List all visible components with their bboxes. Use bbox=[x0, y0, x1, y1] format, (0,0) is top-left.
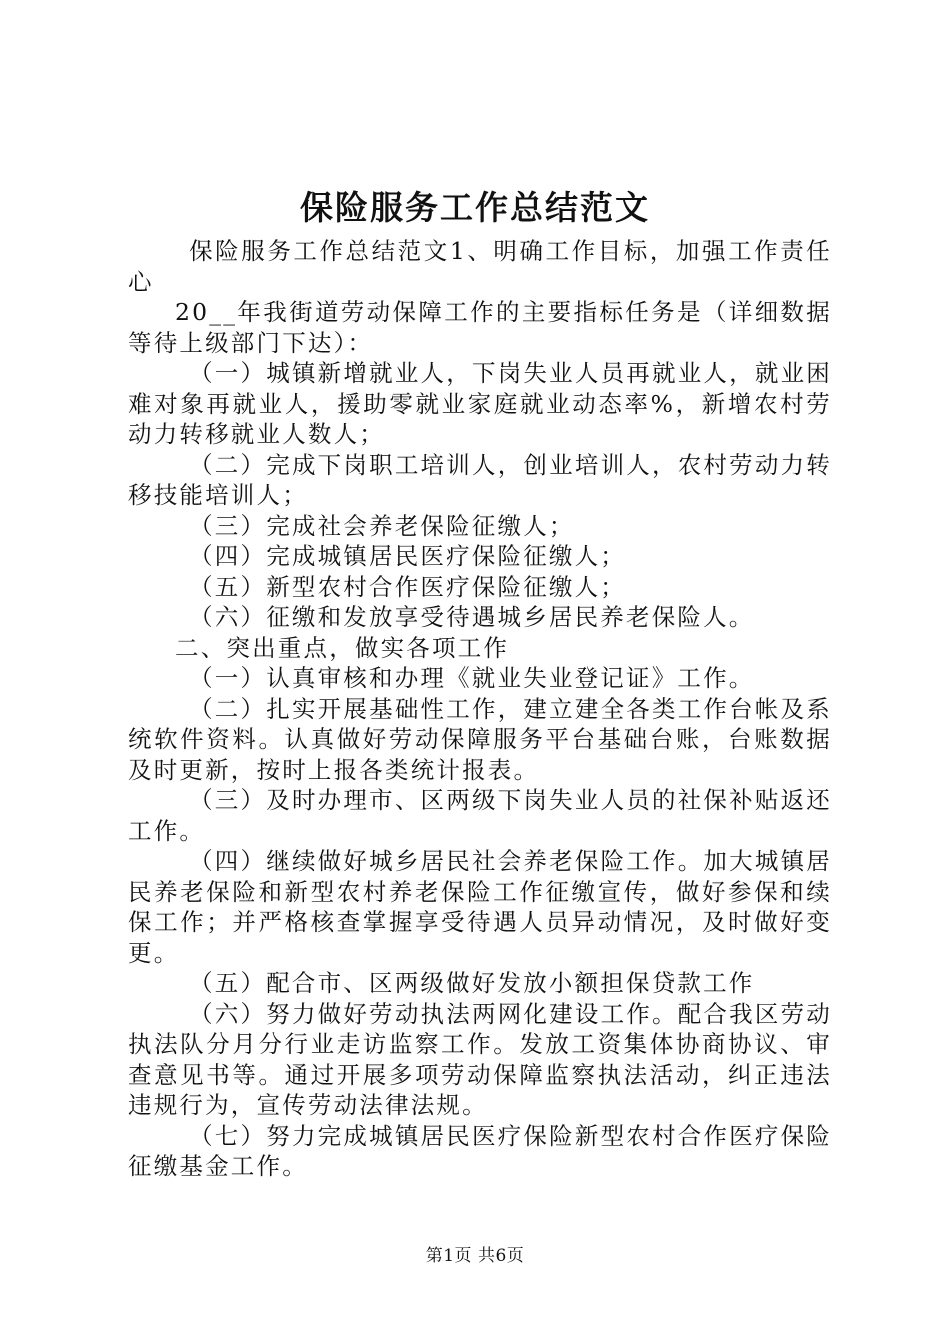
paragraph-work-6: （六）努力做好劳动执法两网化建设工作。配合我区劳动执法队分月分行业走访监察工作。发放工资集体协商协议、审查意见书等。通过开展多项劳动保障监察执法活动，纠正违法违规行为，宣传劳动法律法规。 bbox=[128, 999, 832, 1119]
paragraph-item-2: （二）完成下岗职工培训人，创业培训人，农村劳动力转移技能培训人； bbox=[128, 450, 832, 509]
section-heading-2: 二、突出重点，做实各项工作 bbox=[175, 633, 510, 662]
paragraph-work-5: （五）配合市、区两级做好发放小额担保贷款工作 bbox=[189, 969, 755, 997]
paragraph-item-1: （一）城镇新增就业人，下岗失业人员再就业人，就业困难对象再就业人，援助零就业家庭就业动态率%，新增农村劳动力转移就业人数人； bbox=[128, 359, 832, 448]
paragraph-intro: 保险服务工作总结范文1、明确工作目标，加强工作责任心 bbox=[128, 237, 832, 296]
document-body bbox=[128, 236, 832, 1182]
paragraph-item-6: （六）征缴和发放享受待遇城乡居民养老保险人。 bbox=[189, 603, 755, 631]
paragraph-work-7: （七）努力完成城镇居民医疗保险新型农村合作医疗保险征缴基金工作。 bbox=[128, 1121, 832, 1180]
paragraph-item-4: （四）完成城镇居民医疗保险征缴人； bbox=[189, 542, 626, 570]
paragraph-item-3: （三）完成社会养老保险征缴人； bbox=[189, 511, 575, 540]
paragraph-work-2: （二）扎实开展基础性工作，建立建全各类工作台帐及系统软件资料。认真做好劳动保障服务平台基础台账，台账数据及时更新，按时上报各类统计报表。 bbox=[128, 694, 832, 784]
paragraph-targets: 20__年我街道劳动保障工作的主要指标任务是（详细数据等待上级部门下达）： bbox=[128, 298, 832, 357]
paragraph-work-1: （一）认真审核和办理《就业失业登记证》工作。 bbox=[189, 664, 755, 692]
paragraph-work-4: （四）继续做好城乡居民社会养老保险工作。加大城镇居民养老保险和新型农村养老保险工作征缴宣传，做好参保和续保工作；并严格核查掌握享受待遇人员异动情况，及时做好变更。 bbox=[128, 847, 832, 967]
paragraph-item-5: （五）新型农村合作医疗保险征缴人； bbox=[189, 572, 626, 601]
paragraph-work-3: （三）及时办理市、区两级下岗失业人员的社保补贴返还工作。 bbox=[128, 786, 832, 845]
page-number-footer: 第1页 共6页 bbox=[425, 1246, 525, 1266]
document-title: 保险服务工作总结范文 bbox=[300, 188, 650, 227]
